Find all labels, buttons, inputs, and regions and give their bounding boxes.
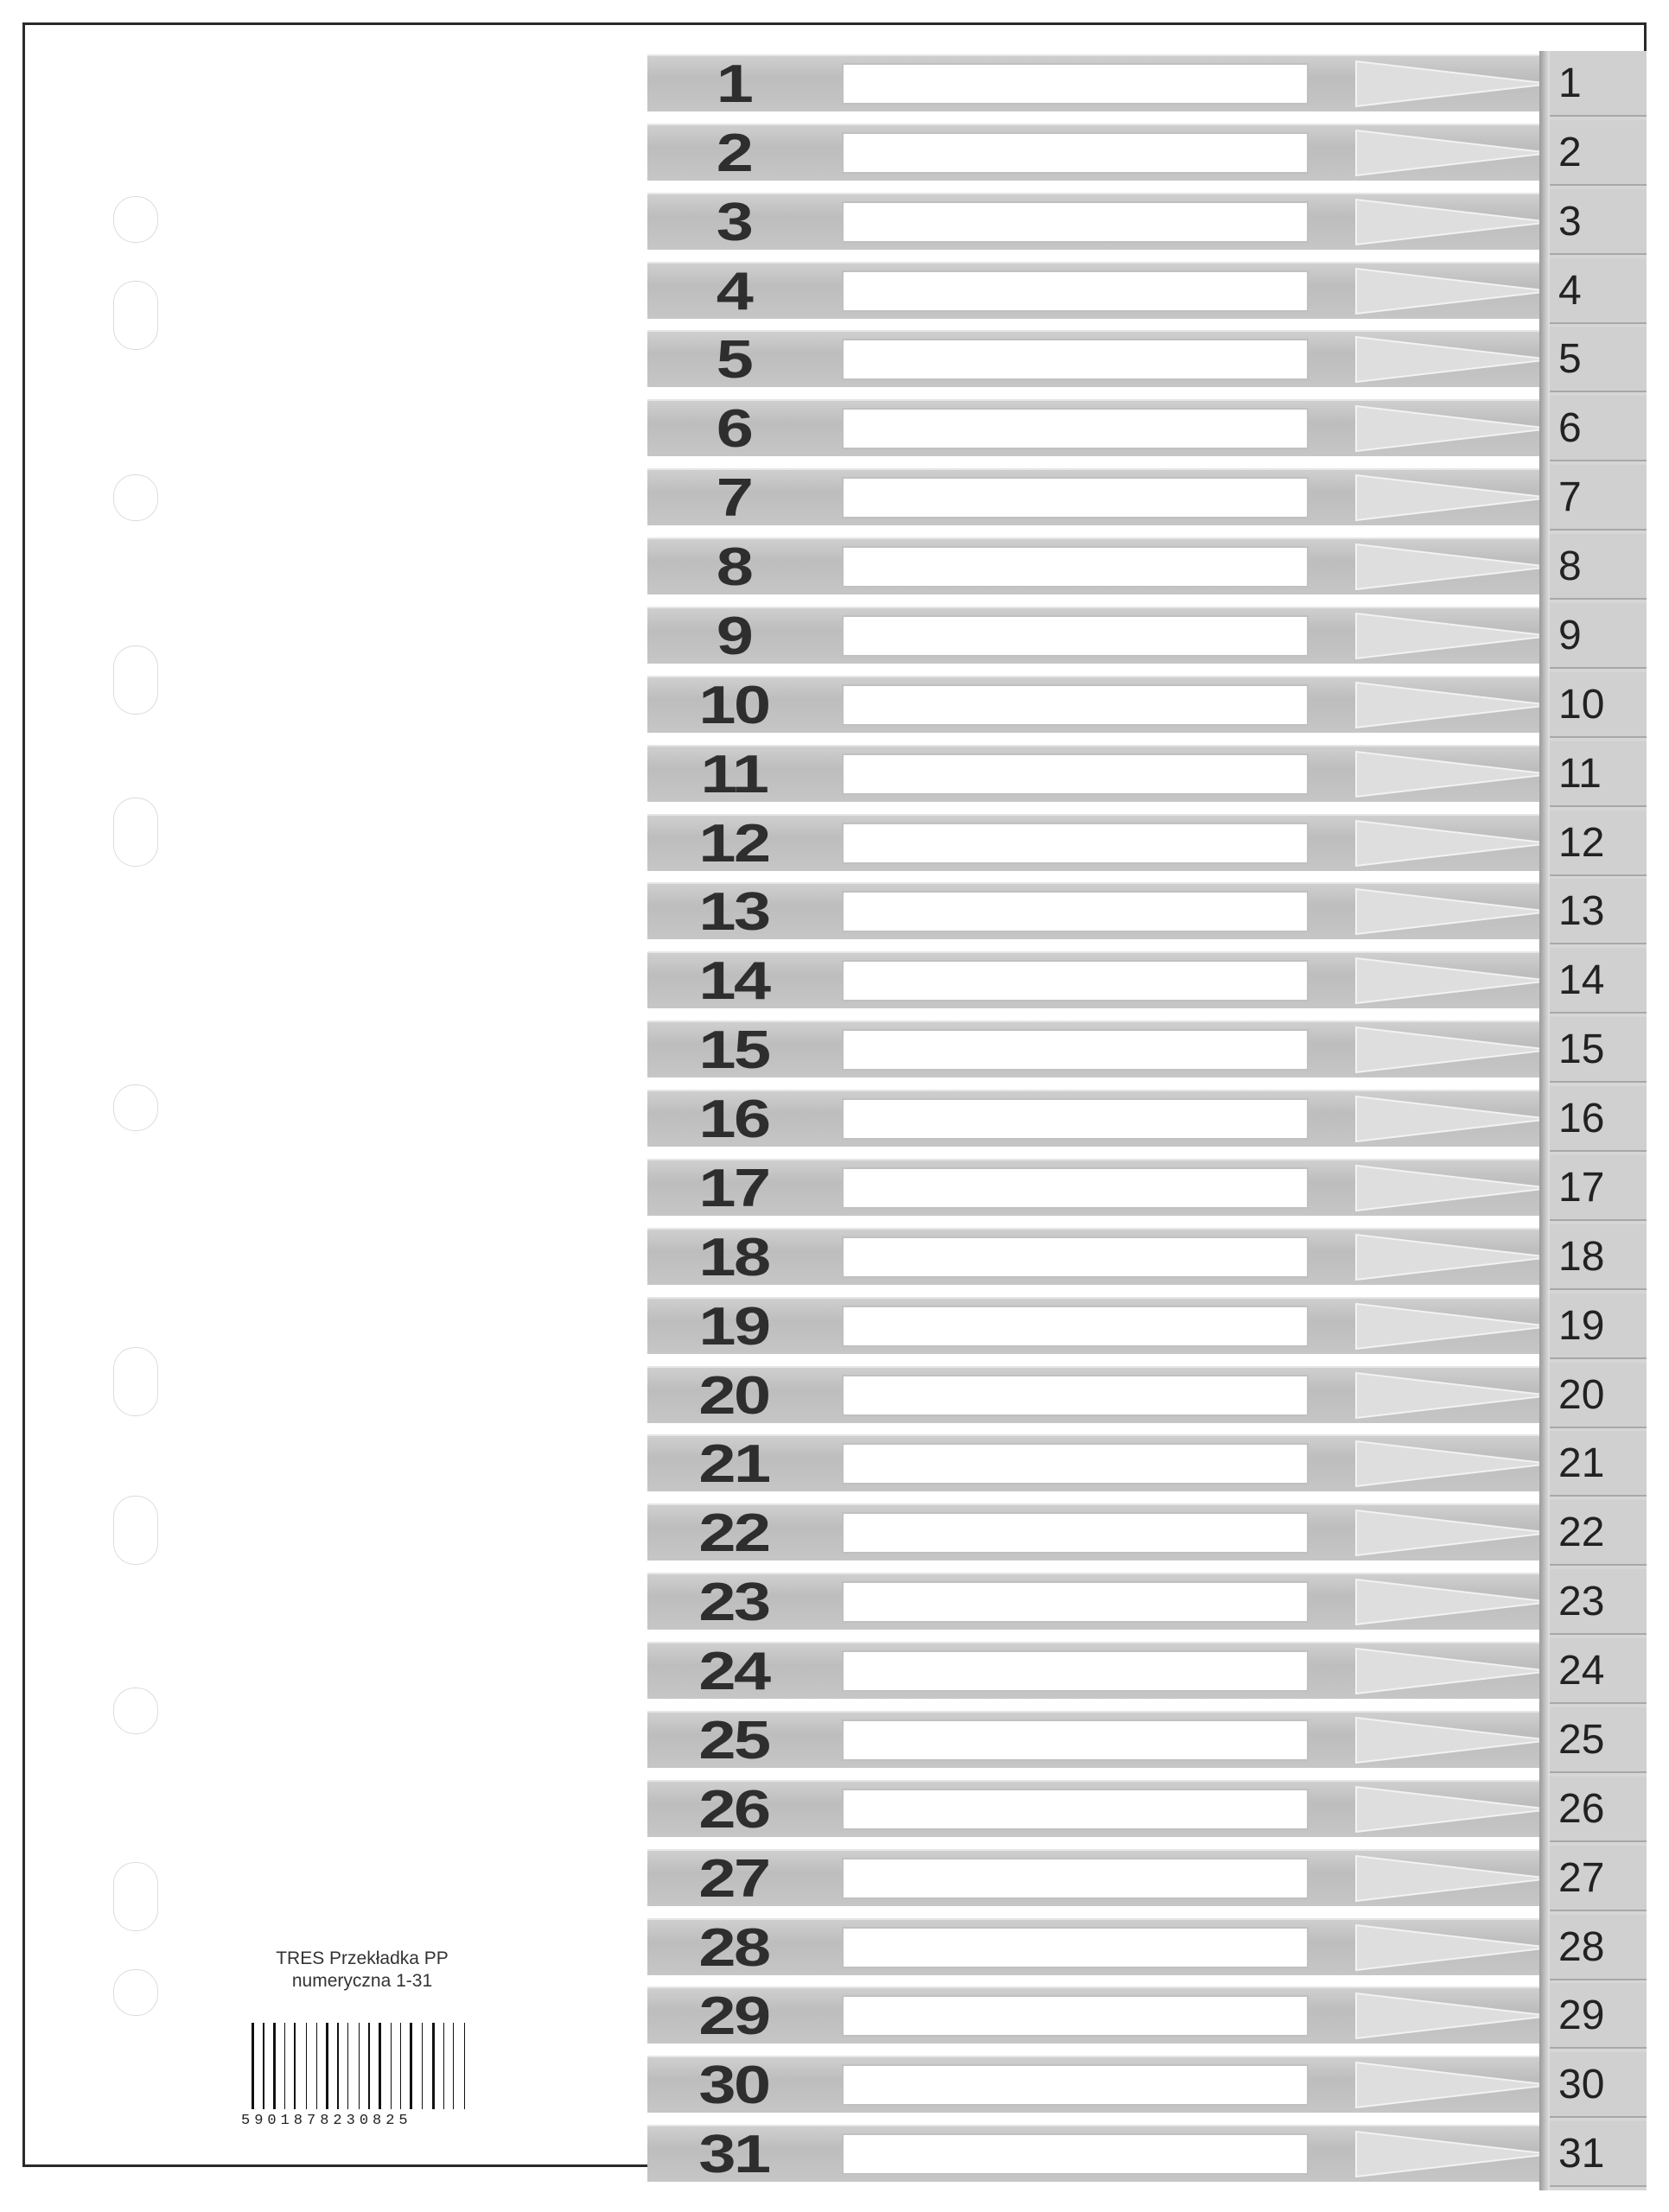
divider-write-field xyxy=(842,1306,1309,1347)
punch-hole xyxy=(113,474,158,521)
divider-number: 24 xyxy=(698,1642,769,1701)
tab-number: 4 xyxy=(1558,268,1582,314)
divider-write-field xyxy=(842,823,1309,864)
divider-strip xyxy=(647,1573,1564,1630)
divider-write-field xyxy=(842,1858,1309,1899)
barcode-bar xyxy=(347,2023,348,2109)
divider-strip xyxy=(647,745,1564,802)
divider-stack-edge xyxy=(1539,51,1550,2190)
punch-hole xyxy=(113,798,158,867)
divider-number: 16 xyxy=(698,1090,769,1149)
divider-write-field xyxy=(842,1512,1309,1554)
barcode-bar xyxy=(273,2023,276,2109)
tab-number: 16 xyxy=(1558,1096,1605,1141)
tab-number: 11 xyxy=(1558,751,1602,797)
divider-tab[interactable] xyxy=(1550,258,1647,324)
product-name-line1: TRES Przekładka PP xyxy=(276,1948,449,1968)
barcode-bar xyxy=(306,2023,307,2109)
barcode-number: 5901878230825 xyxy=(241,2113,412,2129)
barcode-bar xyxy=(426,2023,428,2109)
tab-number: 21 xyxy=(1558,1440,1605,1486)
product-name-line2: numeryczna 1-31 xyxy=(291,1971,433,1991)
divider-number: 6 xyxy=(716,399,752,459)
arrow-right-icon xyxy=(1330,1714,1555,1766)
divider-set-sheet xyxy=(22,22,1647,2184)
divider-strip xyxy=(647,262,1564,319)
divider-tab[interactable] xyxy=(1550,1638,1647,1704)
divider-write-field xyxy=(842,1236,1309,1278)
arrow-right-icon xyxy=(1330,58,1555,110)
barcode-bar xyxy=(422,2023,423,2109)
barcode xyxy=(252,2023,471,2109)
divider-tab[interactable] xyxy=(1550,120,1647,186)
divider-tab[interactable] xyxy=(1550,396,1647,461)
divider-tab[interactable] xyxy=(1550,1777,1647,1842)
divider-tab[interactable] xyxy=(1550,2052,1647,2118)
barcode-bar xyxy=(310,2023,312,2109)
divider-strip xyxy=(647,537,1564,597)
barcode-bar xyxy=(391,2023,392,2109)
divider-strip xyxy=(647,607,1564,664)
divider-write-field xyxy=(842,960,1309,1001)
arrow-right-icon xyxy=(1330,403,1555,454)
divider-write-field xyxy=(842,615,1309,657)
divider-write-field xyxy=(842,1650,1309,1692)
arrow-right-icon xyxy=(1330,541,1555,593)
barcode-bar xyxy=(364,2023,365,2109)
divider-tab[interactable] xyxy=(1550,534,1647,600)
divider-strip xyxy=(647,1434,1564,1494)
barcode-bar xyxy=(263,2023,264,2109)
divider-strip xyxy=(647,1711,1564,1768)
barcode-bar xyxy=(464,2023,465,2109)
divider-number: 20 xyxy=(698,1366,769,1426)
divider-write-field xyxy=(842,1789,1309,1830)
barcode-bar xyxy=(458,2023,461,2109)
divider-write-field xyxy=(842,753,1309,795)
divider-write-field xyxy=(842,1443,1309,1484)
divider-number: 23 xyxy=(698,1573,769,1632)
barcode-bar xyxy=(368,2023,370,2109)
divider-tab[interactable] xyxy=(1550,672,1647,738)
divider-number: 10 xyxy=(698,676,769,735)
punch-hole xyxy=(113,281,158,350)
barcode-bar xyxy=(321,2023,322,2109)
arrow-right-icon xyxy=(1330,1093,1555,1145)
barcode-bar xyxy=(342,2023,344,2109)
tab-number: 15 xyxy=(1558,1027,1605,1072)
divider-tab[interactable] xyxy=(1550,327,1647,392)
arrow-right-icon xyxy=(1330,1300,1555,1352)
barcode-bar xyxy=(279,2023,281,2109)
tab-number: 29 xyxy=(1558,1993,1605,2038)
barcode-bar xyxy=(252,2023,254,2109)
arrow-right-icon xyxy=(1330,265,1555,317)
divider-number: 30 xyxy=(698,2056,769,2115)
divider-tab[interactable] xyxy=(1550,741,1647,807)
divider-number: 29 xyxy=(698,1986,769,2046)
tab-number: 18 xyxy=(1558,1234,1605,1280)
divider-strip xyxy=(647,1642,1564,1699)
divider-strip xyxy=(647,399,1564,459)
divider-write-field xyxy=(842,63,1309,105)
arrow-right-icon xyxy=(1330,886,1555,938)
tab-number: 3 xyxy=(1558,199,1582,245)
divider-number: 31 xyxy=(698,2125,769,2184)
divider-tab[interactable] xyxy=(1550,810,1647,876)
punch-hole xyxy=(113,1688,158,1734)
arrow-right-icon xyxy=(1330,1370,1555,1421)
divider-number: 9 xyxy=(716,607,752,666)
tab-number: 12 xyxy=(1558,820,1605,866)
divider-tab[interactable] xyxy=(1550,1363,1647,1428)
divider-tab[interactable] xyxy=(1550,1086,1647,1152)
arrow-right-icon xyxy=(1330,1438,1555,1490)
tab-number: 17 xyxy=(1558,1165,1605,1211)
punch-hole xyxy=(113,645,158,715)
punch-hole xyxy=(113,1084,158,1131)
divider-write-field xyxy=(842,1995,1309,2037)
tab-number: 27 xyxy=(1558,1855,1605,1901)
arrow-right-icon xyxy=(1330,472,1555,524)
divider-number: 27 xyxy=(698,1849,769,1909)
divider-strip xyxy=(647,468,1564,528)
barcode-bar xyxy=(385,2023,386,2109)
tab-number: 13 xyxy=(1558,888,1605,934)
tab-number: 22 xyxy=(1558,1510,1605,1555)
divider-strip xyxy=(647,330,1564,390)
barcode-bar xyxy=(432,2023,435,2109)
tab-number: 20 xyxy=(1558,1372,1605,1418)
arrow-right-icon xyxy=(1330,1024,1555,1076)
divider-tab[interactable] xyxy=(1550,879,1647,944)
divider-number: 14 xyxy=(698,951,769,1011)
barcode-bar xyxy=(373,2023,374,2109)
divider-strip xyxy=(647,1918,1564,1978)
divider-number: 2 xyxy=(716,124,752,183)
divider-strip xyxy=(647,1020,1564,1080)
barcode-bar xyxy=(395,2023,397,2109)
divider-strip xyxy=(647,676,1564,733)
divider-tab[interactable] xyxy=(1550,1294,1647,1359)
punch-hole xyxy=(113,1496,158,1565)
arrow-right-icon xyxy=(1330,1922,1555,1974)
divider-strip xyxy=(647,1090,1564,1147)
divider-write-field xyxy=(842,270,1309,312)
divider-number: 13 xyxy=(698,882,769,942)
arrow-right-icon xyxy=(1330,679,1555,731)
punch-hole xyxy=(113,1969,158,2016)
barcode-bar xyxy=(300,2023,303,2109)
divider-number: 19 xyxy=(698,1297,769,1357)
divider-write-field xyxy=(842,1167,1309,1209)
divider-write-field xyxy=(842,201,1309,243)
barcode-bar xyxy=(417,2023,418,2109)
arrow-right-icon xyxy=(1330,1162,1555,1214)
divider-write-field xyxy=(842,1581,1309,1623)
divider-write-field xyxy=(842,2133,1309,2175)
divider-number: 12 xyxy=(698,814,769,874)
divider-tab[interactable] xyxy=(1550,1155,1647,1221)
divider-number: 25 xyxy=(698,1711,769,1770)
tab-number: 6 xyxy=(1558,405,1582,451)
barcode-bar xyxy=(443,2023,444,2109)
tab-number: 8 xyxy=(1558,543,1582,589)
arrow-right-icon xyxy=(1330,1576,1555,1628)
divider-write-field xyxy=(842,1375,1309,1416)
arrow-right-icon xyxy=(1330,1783,1555,1835)
divider-tab[interactable] xyxy=(1550,465,1647,531)
tab-number: 24 xyxy=(1558,1648,1605,1694)
divider-write-field xyxy=(842,477,1309,518)
divider-number: 26 xyxy=(698,1780,769,1840)
divider-tab[interactable] xyxy=(1550,1569,1647,1635)
barcode-bar xyxy=(379,2023,381,2109)
divider-number: 5 xyxy=(716,330,752,390)
product-label xyxy=(215,1948,509,1993)
divider-strip xyxy=(647,814,1564,874)
arrow-right-icon xyxy=(1330,1645,1555,1697)
arrow-right-icon xyxy=(1330,748,1555,800)
divider-number: 1 xyxy=(716,54,752,114)
barcode-bar xyxy=(469,2023,471,2109)
arrow-right-icon xyxy=(1330,817,1555,869)
divider-strip xyxy=(647,882,1564,942)
arrow-right-icon xyxy=(1330,127,1555,179)
divider-write-field xyxy=(842,1927,1309,1968)
tab-number: 28 xyxy=(1558,1924,1605,1970)
barcode-bar xyxy=(268,2023,269,2109)
divider-write-field xyxy=(842,1719,1309,1761)
punch-hole xyxy=(113,196,158,243)
barcode-bar xyxy=(453,2023,454,2109)
barcode-bar xyxy=(353,2023,355,2109)
arrow-right-icon xyxy=(1330,2128,1555,2180)
divider-strip xyxy=(647,2056,1564,2113)
arrow-right-icon xyxy=(1330,610,1555,662)
tab-number: 14 xyxy=(1558,957,1605,1003)
divider-strip xyxy=(647,1780,1564,1840)
divider-tab[interactable] xyxy=(1550,1983,1647,2049)
divider-write-field xyxy=(842,1098,1309,1140)
tab-number: 1 xyxy=(1558,60,1582,106)
divider-tab[interactable] xyxy=(1550,948,1647,1014)
tab-number: 5 xyxy=(1558,336,1582,382)
divider-write-field xyxy=(842,684,1309,726)
divider-tab[interactable] xyxy=(1550,1846,1647,1911)
divider-strip xyxy=(647,124,1564,181)
barcode-bar xyxy=(294,2023,296,2109)
divider-number: 15 xyxy=(698,1020,769,1080)
divider-write-field xyxy=(842,2064,1309,2106)
barcode-bar xyxy=(326,2023,328,2109)
divider-number: 18 xyxy=(698,1228,769,1287)
barcode-bar xyxy=(332,2023,333,2109)
divider-strip xyxy=(647,1849,1564,1909)
divider-tab[interactable] xyxy=(1550,189,1647,255)
arrow-right-icon xyxy=(1330,955,1555,1007)
divider-number: 3 xyxy=(716,193,752,252)
tab-number: 10 xyxy=(1558,682,1605,728)
tab-number: 31 xyxy=(1558,2131,1605,2177)
arrow-right-icon xyxy=(1330,2059,1555,2111)
arrow-right-icon xyxy=(1330,1231,1555,1283)
barcode-bar xyxy=(316,2023,317,2109)
tab-number: 30 xyxy=(1558,2062,1605,2107)
barcode-bar xyxy=(284,2023,285,2109)
divider-write-field xyxy=(842,408,1309,449)
divider-tab[interactable] xyxy=(1550,1017,1647,1083)
divider-number: 21 xyxy=(698,1434,769,1494)
divider-strip xyxy=(647,1159,1564,1216)
divider-number: 11 xyxy=(700,745,768,804)
divider-write-field xyxy=(842,339,1309,380)
barcode-bar xyxy=(359,2023,360,2109)
divider-tab[interactable] xyxy=(1550,1707,1647,1773)
divider-number: 17 xyxy=(698,1159,769,1218)
divider-write-field xyxy=(842,1029,1309,1071)
divider-strip xyxy=(647,1297,1564,1357)
divider-strip xyxy=(647,2125,1564,2182)
arrow-right-icon xyxy=(1330,1507,1555,1559)
divider-number: 7 xyxy=(716,468,752,528)
tab-number: 26 xyxy=(1558,1786,1605,1832)
barcode-bar xyxy=(405,2023,406,2109)
divider-tab[interactable] xyxy=(1550,1224,1647,1290)
divider-strip xyxy=(647,54,1564,114)
divider-index-strips xyxy=(640,51,1647,2190)
barcode-bar xyxy=(337,2023,339,2109)
barcode-bar xyxy=(400,2023,401,2109)
barcode-bar xyxy=(410,2023,412,2109)
punch-hole xyxy=(113,1862,158,1931)
tab-number: 7 xyxy=(1558,474,1582,520)
barcode-bar xyxy=(448,2023,449,2109)
tab-number: 19 xyxy=(1558,1303,1605,1349)
barcode-bar xyxy=(438,2023,439,2109)
divider-strip xyxy=(647,193,1564,250)
divider-tab[interactable] xyxy=(1550,1915,1647,1980)
divider-tab[interactable] xyxy=(1550,1431,1647,1497)
arrow-right-icon xyxy=(1330,1990,1555,2042)
divider-tab[interactable] xyxy=(1550,603,1647,669)
divider-strip xyxy=(647,951,1564,1011)
divider-number: 4 xyxy=(716,262,752,321)
tab-number: 2 xyxy=(1558,130,1582,175)
divider-tab[interactable] xyxy=(1550,2121,1647,2187)
divider-write-field xyxy=(842,891,1309,932)
divider-number: 8 xyxy=(716,537,752,597)
tab-number: 23 xyxy=(1558,1579,1605,1624)
divider-number: 22 xyxy=(698,1503,769,1563)
divider-tab-column xyxy=(1550,51,1647,2190)
divider-strip xyxy=(647,1986,1564,2044)
tab-number: 25 xyxy=(1558,1717,1605,1763)
divider-strip xyxy=(647,1366,1564,1426)
divider-strip xyxy=(647,1503,1564,1563)
punch-hole xyxy=(113,1347,158,1416)
divider-write-field xyxy=(842,546,1309,588)
arrow-right-icon xyxy=(1330,196,1555,248)
arrow-right-icon xyxy=(1330,1853,1555,1904)
divider-number: 28 xyxy=(698,1918,769,1978)
tab-number: 9 xyxy=(1558,613,1582,658)
arrow-right-icon xyxy=(1330,334,1555,385)
divider-tab[interactable] xyxy=(1550,1500,1647,1566)
divider-tab[interactable] xyxy=(1550,51,1647,117)
divider-strip xyxy=(647,1228,1564,1285)
divider-write-field xyxy=(842,132,1309,174)
